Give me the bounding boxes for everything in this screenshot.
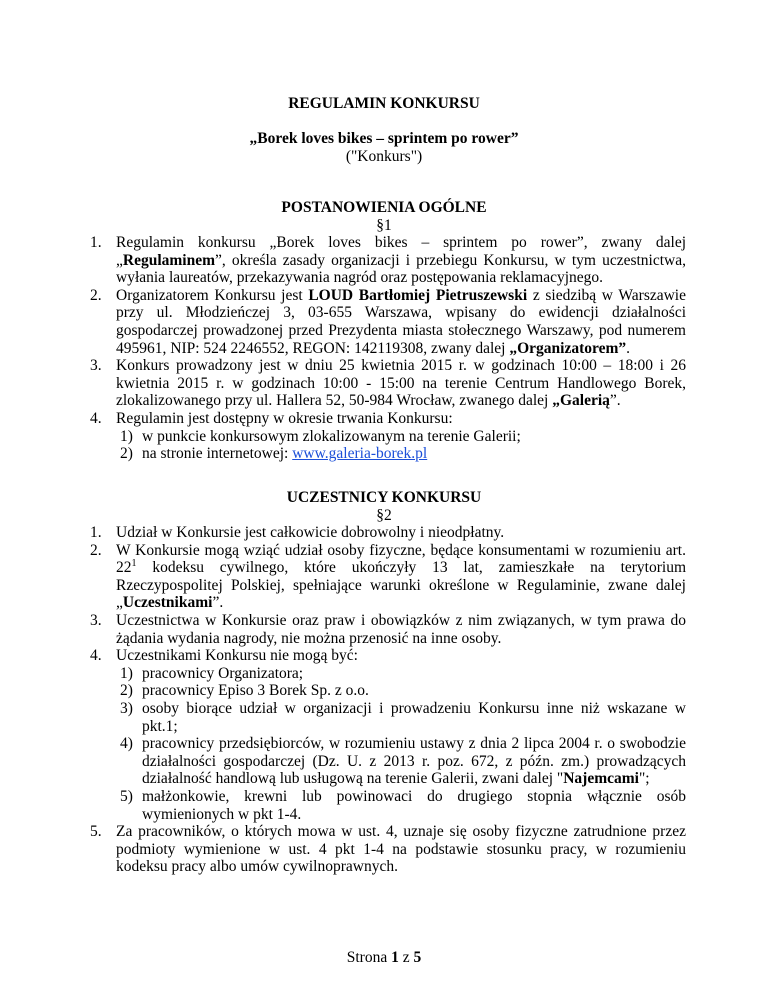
list-item: 4. Regulamin jest dostępny w okresie trwania Konkursu: bbox=[90, 409, 453, 427]
section2-paragraph-sign: §2 bbox=[376, 507, 392, 524]
section2-heading: UCZESTNICY KONKURSU bbox=[286, 489, 482, 506]
sub-list-item: 4) pracownicy przedsiębiorców, w rozumieniu ustawy z dnia 2 lipca 2004 r. o swobodzie działalności gospodarczej (Dz. U. z 2013 r. poz. 672, z późn. zm.) prowadzących działalność handlową lub usługową na terenie Galerii, zwani dalej "Najemcami"; bbox=[120, 735, 686, 788]
list-item: 4. Uczestnikami Konkursu nie mogą być: bbox=[90, 647, 358, 665]
list-item: 2. W Konkursie mogą wziąć udział osoby fizyczne, będące konsumentami w rozumieniu art. $22^1$ kodeksu cywilnego, które ukończyły 13 lat, zamieszkałe na terytorium Rzeczypospolitej Polskiej, spełniające warunki określone w Regulaminie, zwane dalej „Uczestnikami”. bbox=[90, 541, 686, 612]
section1-list bbox=[90, 234, 686, 463]
sub-list-item: 1) pracownicy Organizatora; bbox=[120, 664, 304, 682]
sub-list-item: 2) na stronie internetowej: www.galeria-borek.pl bbox=[120, 445, 428, 463]
footer-of: z bbox=[402, 949, 410, 966]
sub-list-item: 1) w punkcie konkursowym zlokalizowanym na terenie Galerii; bbox=[120, 427, 521, 445]
document-title: REGULAMIN KONKURSU bbox=[288, 95, 480, 112]
sub-list-item: 5) małżonkowie, krewni lub powinowaci do drugiego stopnia włącznie osób wymienionych w pkt 1-4. bbox=[120, 787, 686, 823]
section1-paragraph-sign: §1 bbox=[376, 217, 392, 234]
page-footer bbox=[0, 949, 768, 967]
section2-list bbox=[90, 524, 686, 876]
contest-alias: ("Konkurs") bbox=[345, 148, 423, 165]
list-item: 1. Udział w Konkursie jest całkowicie dobrowolny i nieodpłatny. bbox=[90, 524, 505, 541]
footer-page-number: 1 bbox=[391, 949, 399, 966]
list-item: 3. Konkurs prowadzony jest w dniu 25 kwietnia 2015 r. w godzinach 10:00 – 18:00 i 26 kwietnia 2015 r. w godzinach 10:00 - 15:00 na terenie Centrum Handlowego Borek, zlokalizowanego przy ul. Hallera 52, 50-984 Wrocław, zwanego dalej „Galerią”. bbox=[90, 357, 686, 410]
footer-prefix: Strona bbox=[346, 949, 388, 966]
sub-list-item: 3) osoby biorące udział w organizacji i prowadzeniu Konkursu inne niż wskazane w pkt.1; bbox=[120, 699, 686, 735]
footer-page-total: 5 bbox=[413, 949, 422, 966]
sub-list-item: 2) pracownicy Episo 3 Borek Sp. z o.o. bbox=[120, 682, 369, 700]
contest-name: „Borek loves bikes – sprintem po rower” bbox=[249, 130, 519, 147]
list-item: 3. Uczestnictwa w Konkursie oraz praw i obowiązków z nim związanych, w tym prawa do żądania wydania nagrody, nie można przenosić na inne osoby. bbox=[90, 611, 686, 647]
list-item: 1. Regulamin konkursu „Borek loves bikes – sprintem po rower”, zwany dalej „Regulaminem”, określa zasady organizacji i przebiegu Konkursu, w tym uczestnictwa, wyłania laureatów, przekazywania nagród oraz postępowania reklamacyjnego. bbox=[90, 234, 686, 287]
list-item: 5. Za pracowników, o których mowa w ust. 4, uznaje się osoby fizyczne zatrudnione przez podmioty wymienione w ust. 4 pkt 1-4 na podstawie stosunku pracy, w rozumieniu kodeksu pracy albo umów cywilnoprawnych. bbox=[90, 823, 686, 876]
website-link[interactable]: www.galeria-borek.pl bbox=[292, 445, 428, 463]
section1-heading: POSTANOWIENIA OGÓLNE bbox=[281, 199, 487, 216]
list-item: 2. Organizatorem Konkursu jest LOUD Bartłomiej Pietruszewski z siedzibą w Warszawie przy ul. Młodzieńczej 3, 03-655 Warszawa, wpisany do ewidencji działalności gospodarczej prowadzonej przed Prezydenta miasta stołecznego Warszawy, pod numerem 495961, NIP: 524 2246552, REGON: 142119308, zwany dalej „Organizatorem”. bbox=[90, 286, 686, 357]
